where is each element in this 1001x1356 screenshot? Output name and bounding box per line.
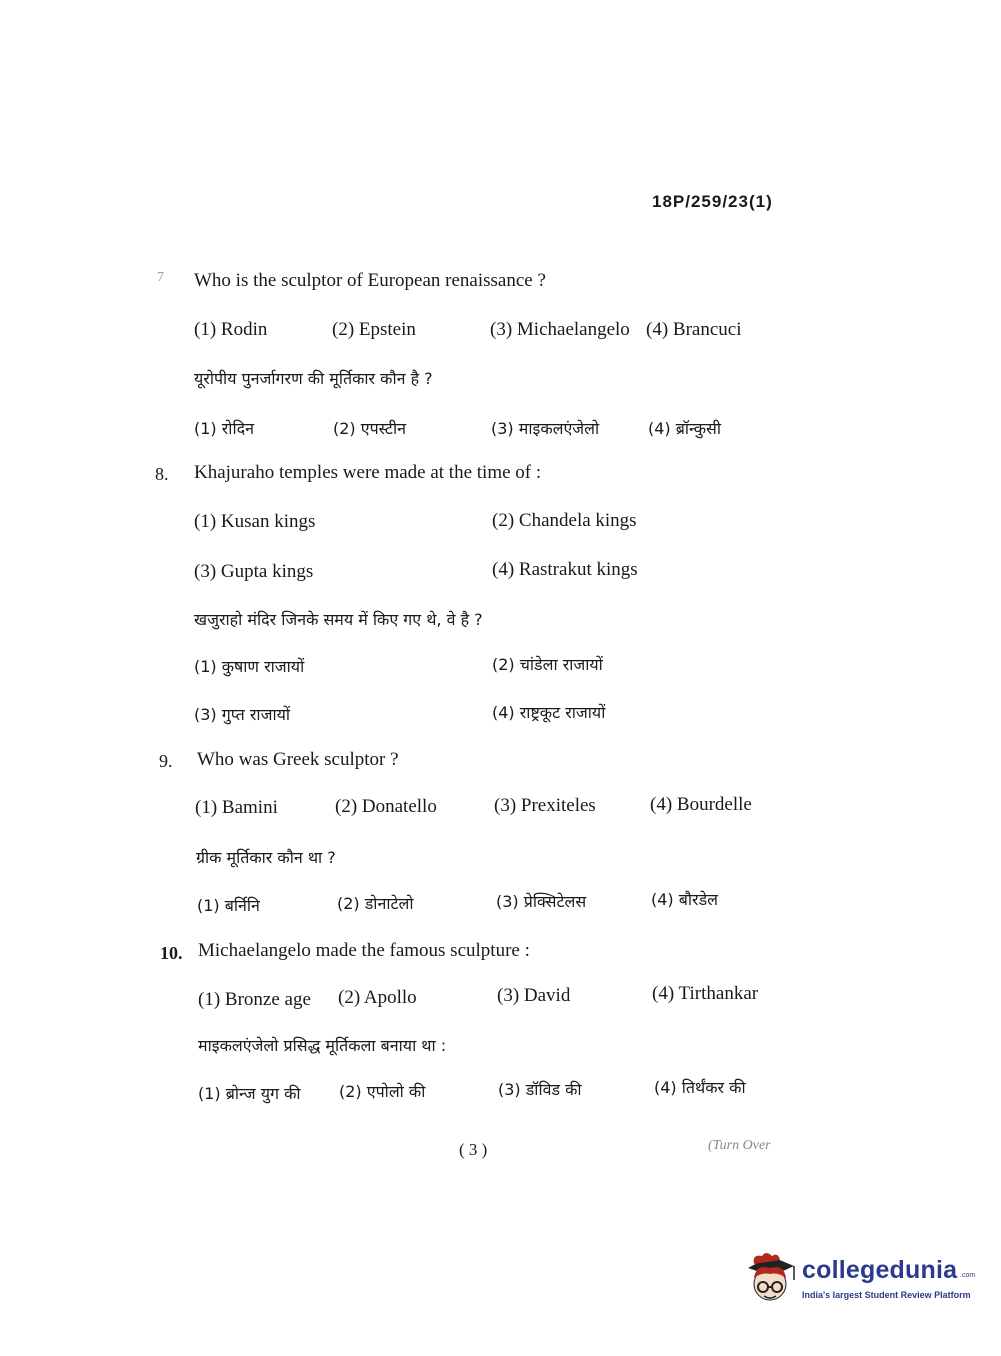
option-en-4: (4) Rastrakut kings	[492, 559, 638, 580]
option-en-4: (4) Bourdelle	[650, 794, 752, 815]
turn-over-note: (Turn Over	[708, 1138, 771, 1153]
option-hi-2: (2) चांडेला राजायों	[492, 655, 603, 674]
brand-name: collegedunia	[802, 1256, 958, 1284]
question-text-hi: यूरोपीय पुनर्जागरण की मूर्तिकार कौन है ?	[194, 369, 433, 388]
question-text-en: Who is the sculptor of European renaissance ?	[194, 270, 546, 291]
brand-tagline: India's largest Student Review Platform	[802, 1290, 971, 1300]
option-hi-3: (3) डॉविड की	[498, 1080, 582, 1099]
question-number: 9.	[159, 751, 173, 771]
option-en-4: (4) Tirthankar	[652, 983, 759, 1004]
option-hi-3: (3) प्रेक्सिटेलस	[496, 892, 587, 911]
option-en-3: (3) Prexiteles	[494, 795, 596, 816]
paper-code: 18P/259/23(1)	[652, 192, 773, 211]
option-hi-4: (4) बौरडेल	[651, 890, 718, 909]
option-en-2: (2) Apollo	[338, 987, 417, 1008]
question-text-en: Who was Greek sculptor ?	[197, 749, 399, 770]
option-hi-4: (4) राष्ट्रकूट राजायों	[492, 703, 606, 722]
question-number: 8.	[155, 464, 169, 484]
option-en-3: (3) David	[497, 985, 571, 1006]
option-en-4: (4) Brancuci	[646, 319, 742, 340]
option-en-3: (3) Gupta kings	[194, 561, 314, 582]
option-hi-3: (3) गुप्त राजायों	[194, 705, 291, 724]
question-text-hi: माइकलएंजेलो प्रसिद्ध मूर्तिकला बनाया था :	[198, 1036, 447, 1055]
option-hi-4: (4) ब्रॉन्कुसी	[648, 419, 722, 438]
option-en-1: (1) Kusan kings	[194, 511, 316, 532]
option-hi-3: (3) माइकलएंजेलो	[491, 419, 600, 438]
question-number: 10.	[160, 943, 183, 963]
option-hi-1: (1) बर्निनि	[197, 896, 260, 915]
option-en-2: (2) Chandela kings	[492, 510, 637, 531]
option-hi-2: (2) डोनाटेलो	[337, 894, 414, 913]
option-en-2: (2) Donatello	[335, 796, 437, 817]
option-en-3: (3) Michaelangelo	[490, 319, 630, 340]
option-en-1: (1) Bronze age	[198, 989, 311, 1010]
page-number: ( 3 )	[459, 1140, 488, 1159]
option-hi-2: (2) एपस्टीन	[333, 419, 406, 438]
collegedunia-watermark	[742, 1250, 976, 1310]
question-text-en: Khajuraho temples were made at the time of :	[194, 462, 542, 483]
option-en-2: (2) Epstein	[332, 319, 416, 340]
question-text-hi: खजुराहो मंदिर जिनके समय में किए गए थे, वे है ?	[194, 610, 483, 629]
brand-suffix: .com	[960, 1272, 976, 1279]
option-en-1: (1) Bamini	[195, 797, 278, 818]
option-hi-1: (1) ब्रोन्ज युग की	[198, 1084, 301, 1103]
question-text-hi: ग्रीक मूर्तिकार कौन था ?	[196, 848, 336, 867]
option-hi-4: (4) तिर्थंकर की	[654, 1078, 746, 1097]
question-text-en: Michaelangelo made the famous sculpture :	[198, 940, 530, 961]
option-hi-1: (1) कुषाण राजायों	[194, 657, 305, 676]
option-hi-2: (2) एपोलो की	[339, 1082, 426, 1101]
student-mascot-icon	[742, 1250, 798, 1308]
option-en-1: (1) Rodin	[194, 319, 268, 340]
option-hi-1: (1) रोदिन	[194, 419, 254, 438]
question-number: 7	[157, 270, 164, 285]
